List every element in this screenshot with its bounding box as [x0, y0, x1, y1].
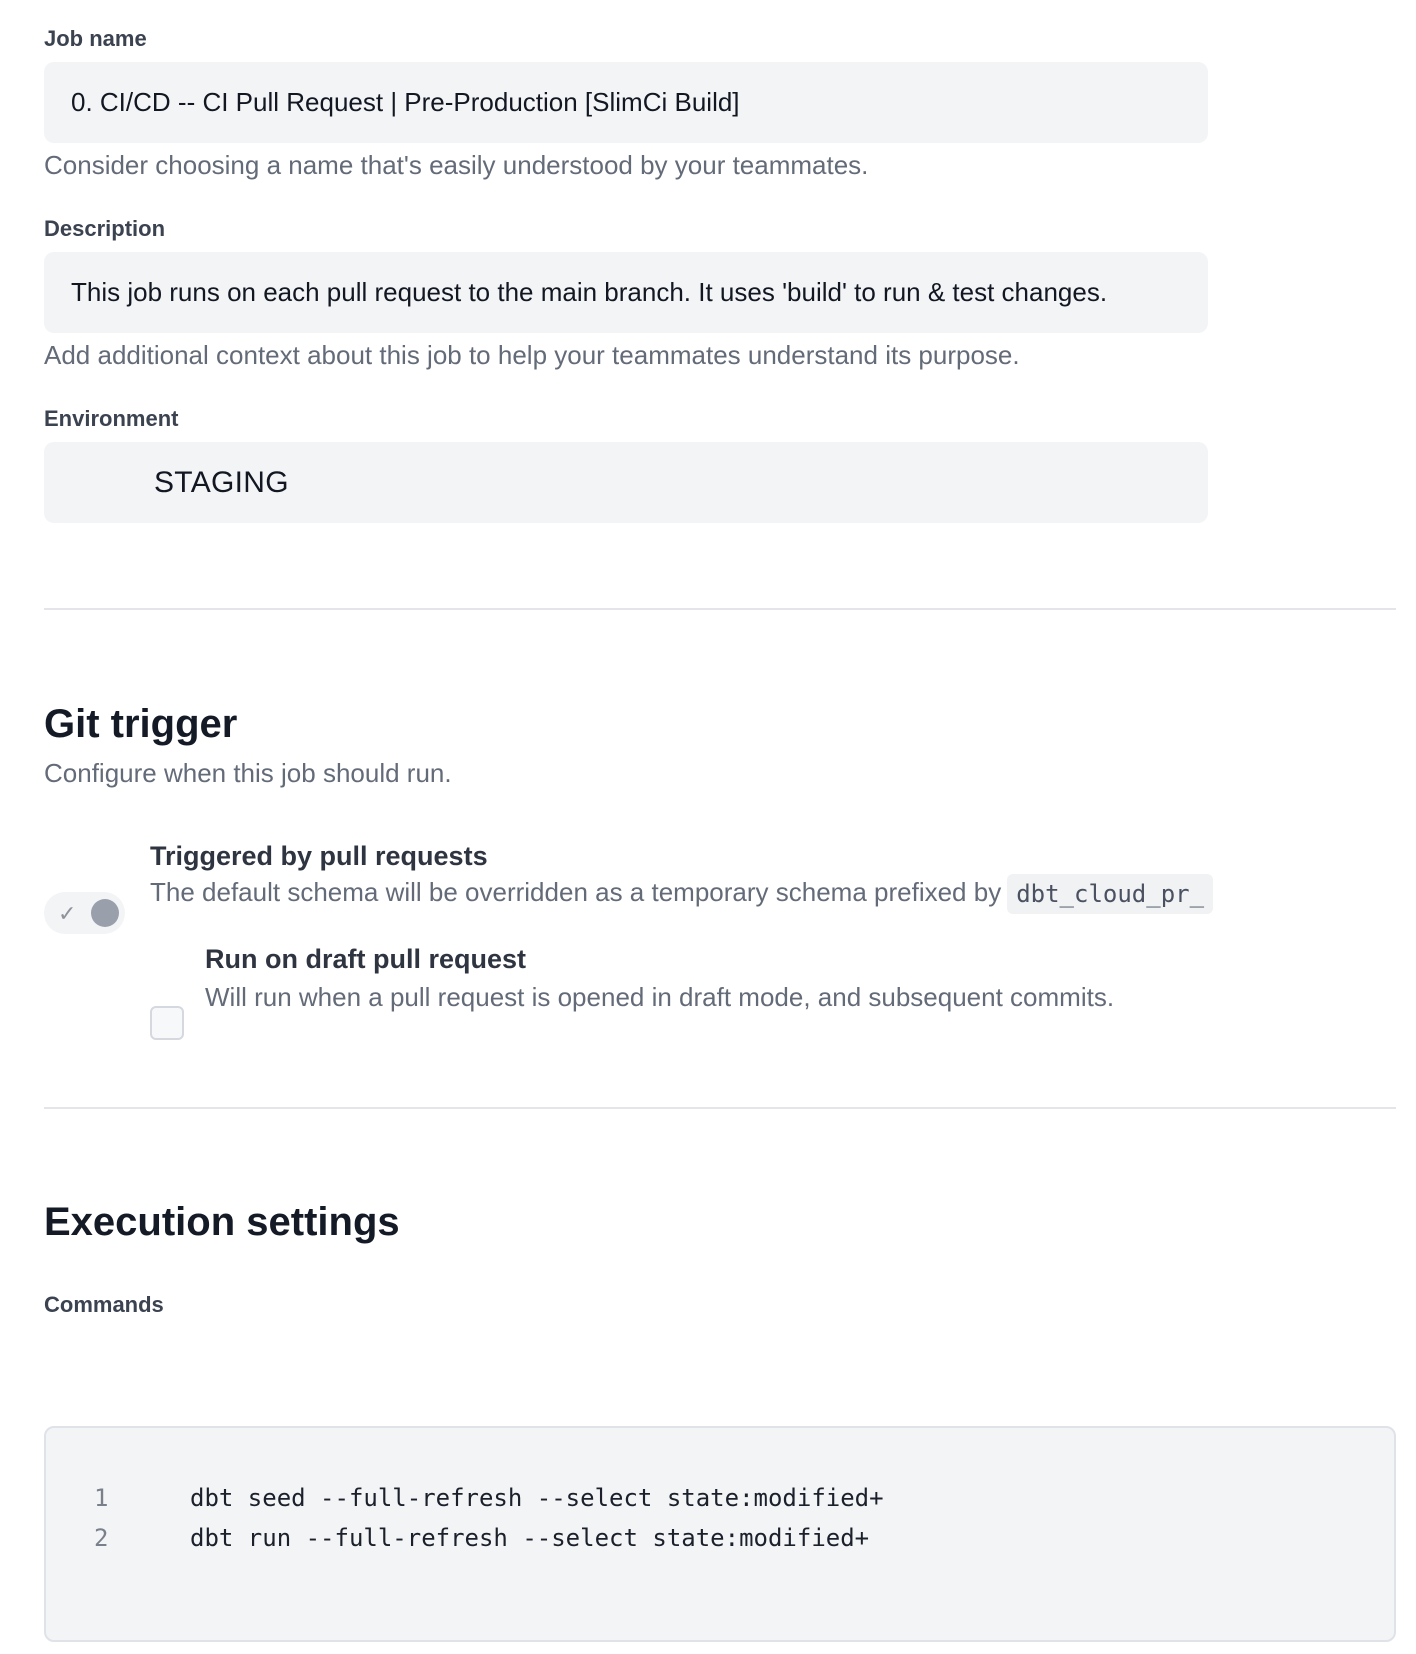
description-input[interactable] — [44, 252, 1208, 333]
schema-prefix-code: dbt_cloud_pr_ — [1007, 874, 1213, 914]
commands-editor[interactable] — [44, 1426, 1396, 1642]
command-text: dbt seed --full-refresh --select state:modified+ — [190, 1484, 884, 1512]
pull-request-trigger-toggle[interactable] — [44, 892, 125, 934]
section-divider — [44, 608, 1396, 610]
description-value: This job runs on each pull request to the main branch. It uses 'build' to run & test changes. — [71, 277, 1108, 307]
environment-value: STAGING — [154, 465, 289, 499]
environment-label: Environment — [44, 406, 179, 431]
schema-override-text: The default schema will be overridden as a temporary schema prefixed by — [150, 876, 1002, 907]
commands-label: Commands — [44, 1292, 164, 1317]
pull-request-trigger-description — [150, 874, 1213, 914]
job-name-helper: Consider choosing a name that's easily understood by your teammates. — [44, 150, 869, 180]
description-helper: Add additional context about this job to help your teammates understand its purpose. — [44, 340, 1020, 370]
environment-icon — [68, 463, 132, 503]
draft-pull-request-title: Run on draft pull request — [205, 944, 526, 974]
git-trigger-title: Git trigger — [44, 702, 238, 746]
git-trigger-subtitle: Configure when this job should run. — [44, 758, 452, 788]
environment-select[interactable] — [44, 442, 1208, 523]
job-name-label: Job name — [44, 26, 147, 51]
section-divider — [44, 1107, 1396, 1109]
code-line — [46, 1478, 1394, 1518]
job-name-input[interactable] — [44, 62, 1208, 143]
draft-pull-request-checkbox[interactable] — [150, 1006, 184, 1040]
execution-settings-title: Execution settings — [44, 1200, 400, 1244]
draft-pull-request-description: Will run when a pull request is opened in draft mode, and subsequent commits. — [205, 982, 1115, 1012]
pull-request-trigger-title: Triggered by pull requests — [150, 841, 488, 871]
toggle-knob — [91, 899, 119, 927]
line-number: 1 — [94, 1484, 109, 1512]
check-icon: ✓ — [58, 901, 77, 926]
code-line — [46, 1518, 1394, 1558]
job-name-value: 0. CI/CD -- CI Pull Request | Pre-Production [SlimCi Build] — [71, 87, 740, 117]
command-text: dbt run --full-refresh --select state:modified+ — [190, 1524, 870, 1552]
description-label: Description — [44, 216, 166, 241]
line-number: 2 — [94, 1524, 109, 1552]
